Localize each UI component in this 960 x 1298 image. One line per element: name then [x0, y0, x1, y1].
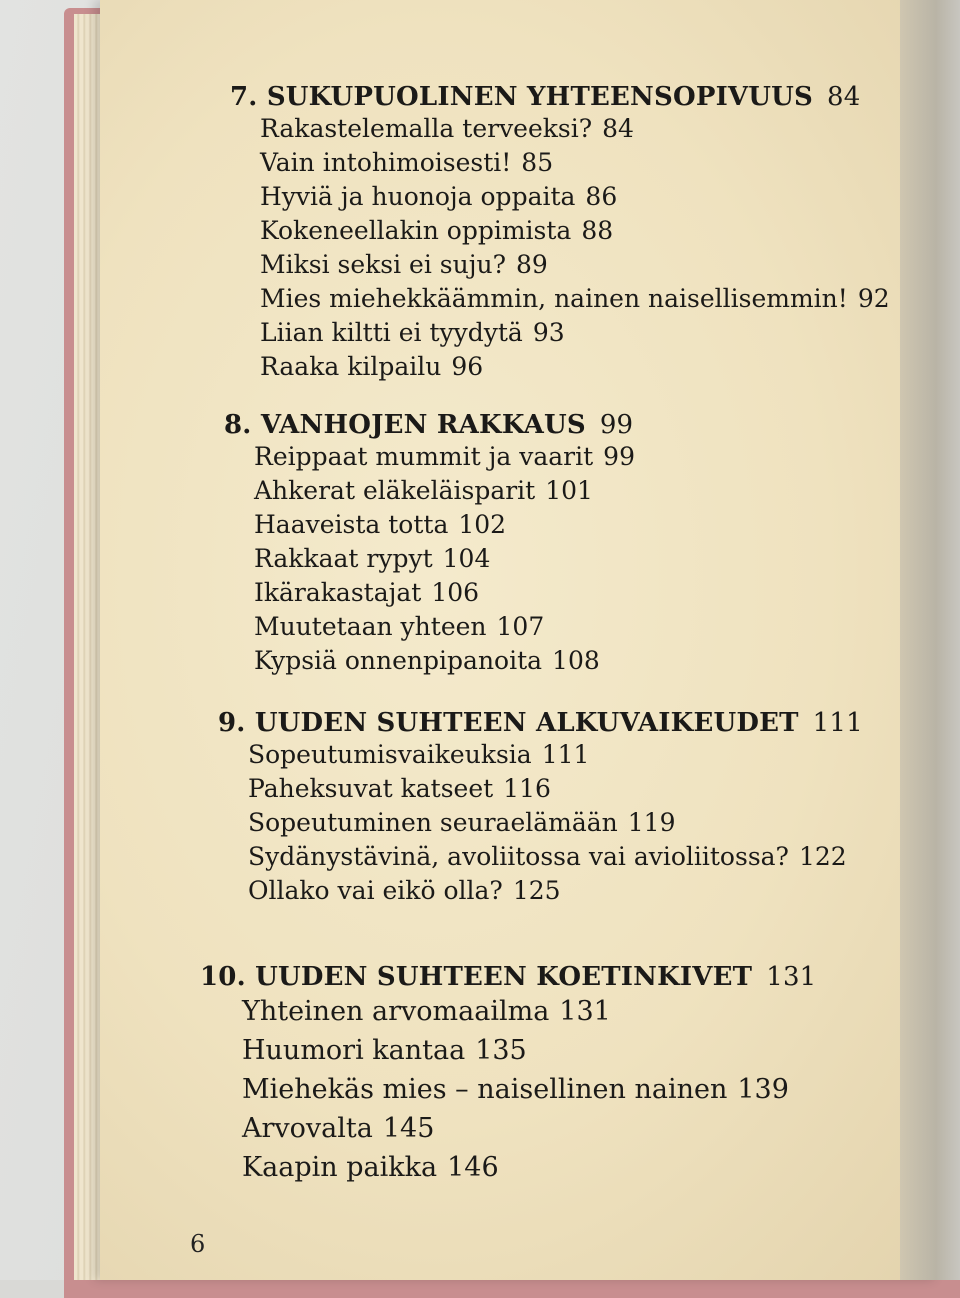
- toc-entry: Sydänystävinä, avoliitossa vai avioliitossa? 122: [248, 842, 847, 871]
- chapter-number: 8.: [224, 410, 252, 440]
- chapter-title: VANHOJEN RAKKAUS: [260, 410, 586, 440]
- toc-entry: Reippaat mummit ja vaarit 99: [254, 442, 635, 471]
- toc-entry: Miehekäs mies – naisellinen nainen 139: [242, 1074, 789, 1105]
- toc-entry: Paheksuvat katseet 116: [248, 774, 551, 803]
- toc-entry: Kokeneellakin oppimista 88: [260, 216, 614, 245]
- chapter-8: [224, 410, 635, 678]
- toc-entry: Liian kiltti ei tyydytä 93: [260, 318, 565, 347]
- chapter-page: 99: [599, 410, 634, 440]
- toc-entry: Yhteinen arvomaailma 131: [242, 996, 611, 1027]
- toc-entry: Raaka kilpailu 96: [260, 352, 484, 381]
- toc-entry: Arvovalta 145: [242, 1113, 435, 1144]
- toc-entry: Rakastelemalla terveeksi? 84: [260, 114, 634, 143]
- toc-entry: Ollako vai eikö olla? 125: [248, 876, 561, 905]
- chapter-heading: [230, 82, 890, 112]
- chapter-heading: [224, 410, 635, 440]
- toc-entry: Ahkerat eläkeläisparit 101: [254, 476, 593, 505]
- facing-page-edge: [900, 0, 960, 1280]
- toc-entry: Sopeutuminen seuraelämään 119: [248, 808, 676, 837]
- chapter-page: 111: [812, 708, 863, 738]
- toc-entry: Haaveista totta 102: [254, 510, 507, 539]
- chapter-title: UUDEN SUHTEEN KOETINKIVET: [255, 962, 753, 992]
- chapter-page: 84: [827, 82, 861, 112]
- chapter-10: [200, 962, 816, 1187]
- chapter-number: 10.: [200, 962, 246, 992]
- toc-entry: Kaapin paikka 146: [242, 1152, 499, 1183]
- chapter-heading: [200, 962, 816, 992]
- chapter-heading: [218, 708, 863, 738]
- toc-entry: Hyviä ja huonoja oppaita 86: [260, 182, 618, 211]
- toc-entry: Kypsiä onnenpipanoita 108: [254, 646, 600, 675]
- toc-entry: Huumori kantaa 135: [242, 1035, 527, 1066]
- page-number: 6: [190, 1230, 206, 1258]
- toc-entry: Vain intohimoisesti! 85: [260, 148, 554, 177]
- toc-entry: Rakkaat rypyt 104: [254, 544, 491, 573]
- toc-entry: Muutetaan yhteen 107: [254, 612, 545, 641]
- toc-entry: Miksi seksi ei suju? 89: [260, 250, 548, 279]
- chapter-9: [218, 708, 863, 908]
- chapter-title: SUKUPUOLINEN YHTEENSOPIVUUS: [266, 82, 814, 112]
- book-page: [100, 0, 940, 1280]
- toc-entry: Sopeutumisvaikeuksia 111: [248, 740, 590, 769]
- toc-entry: Mies miehekkäämmin, nainen naisellisemmin! 92: [260, 284, 890, 313]
- chapter-page: 131: [766, 962, 817, 992]
- chapter-title: UUDEN SUHTEEN ALKUVAIKEUDET: [254, 708, 799, 738]
- chapter-number: 9.: [218, 708, 246, 738]
- toc-entry: Ikärakastajat 106: [254, 578, 480, 607]
- chapter-7: [230, 82, 890, 384]
- chapter-number: 7.: [230, 82, 258, 112]
